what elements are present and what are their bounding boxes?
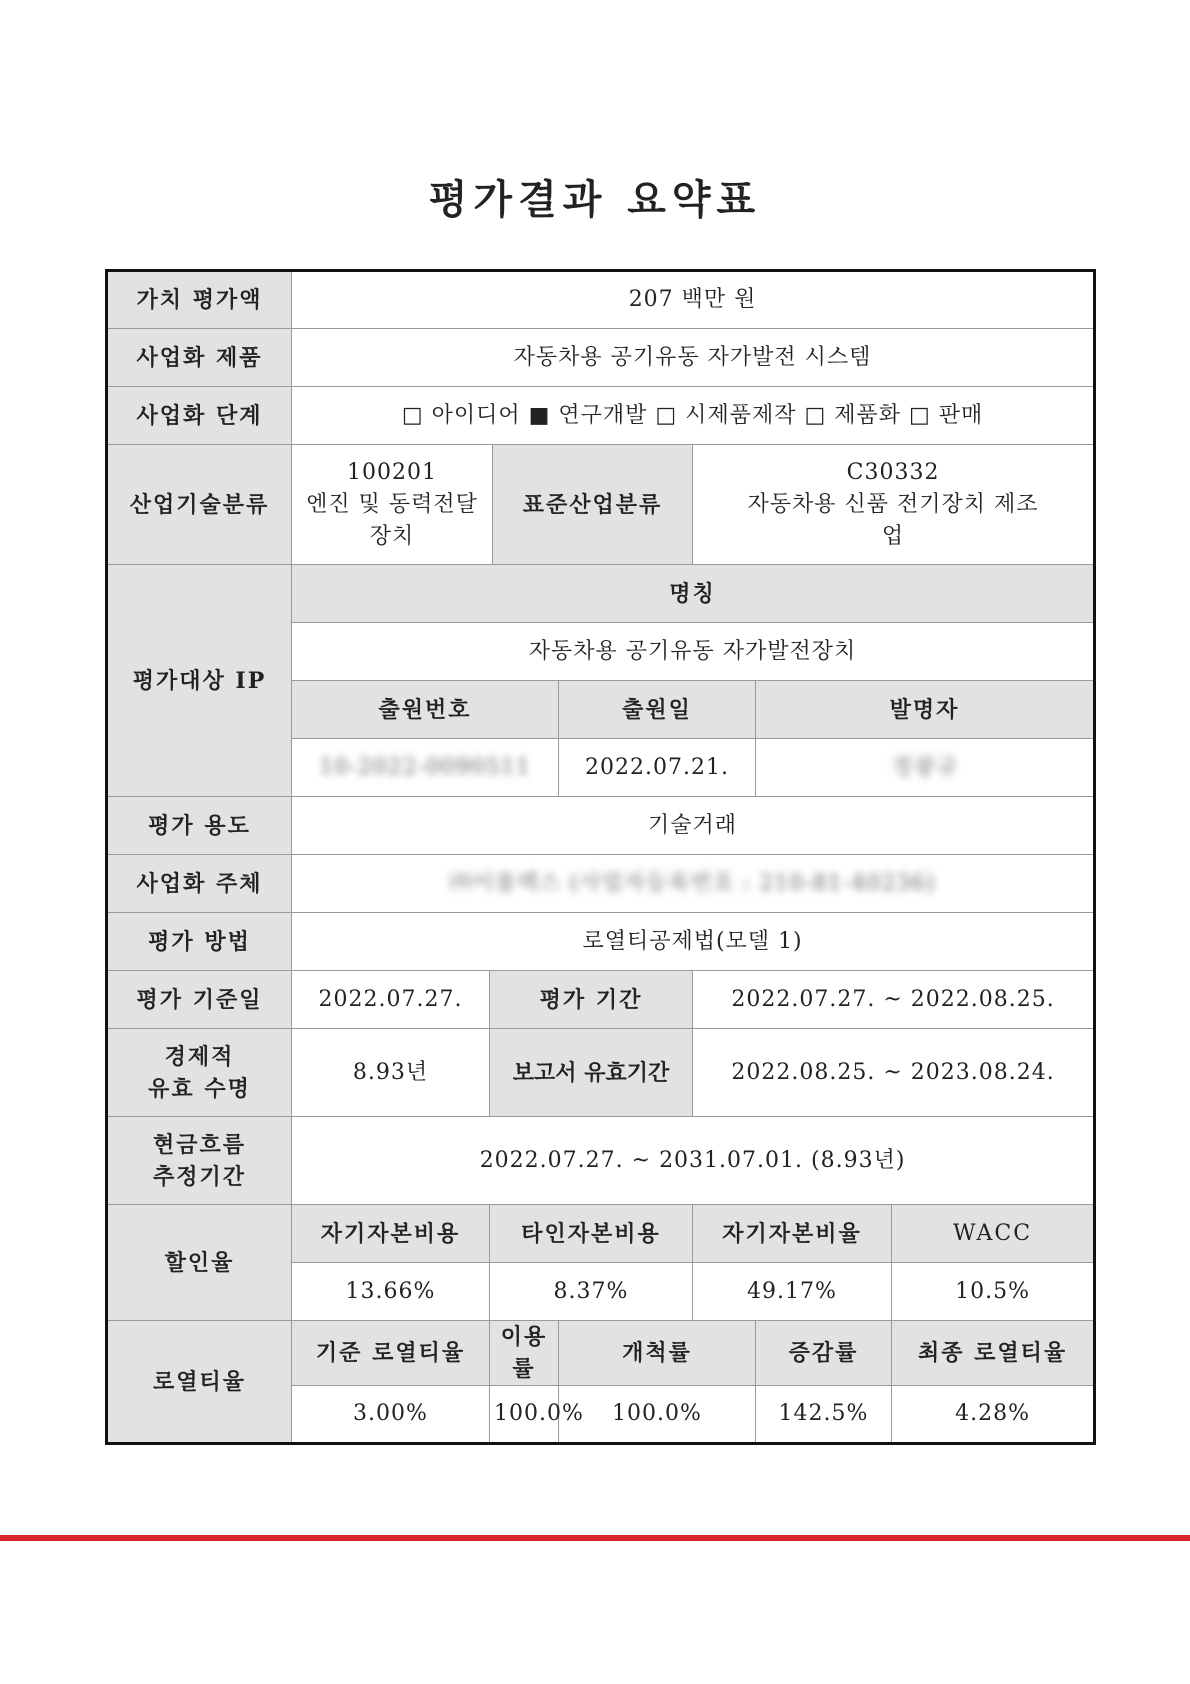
discount-value-equity-ratio: 49.17% [693, 1263, 892, 1321]
row-discount-headers [107, 1205, 1095, 1263]
ip-name: 자동차용 공기유동 자가발전장치 [292, 623, 1095, 681]
purpose: 기술거래 [292, 797, 1095, 855]
std-code: C30332 [846, 459, 940, 485]
app-no-text: 10-2022-0090511 [319, 754, 531, 780]
purpose-label: 평가 용도 [107, 797, 292, 855]
ip-label: 평가대상 IP [107, 565, 292, 797]
discount-label: 할인율 [107, 1205, 292, 1321]
summary-table [105, 269, 1096, 1445]
value-amount: 207 백만 원 [292, 271, 1095, 329]
inventor-text: 정광규 [891, 754, 958, 780]
cash-label-line2: 추정기간 [152, 1163, 246, 1190]
life-label-line2: 유효 수명 [148, 1075, 251, 1102]
value-label: 가치 평가액 [107, 271, 292, 329]
row-classification [107, 445, 1095, 565]
page-title: 평가결과 요약표 [428, 176, 762, 223]
entity-label: 사업화 주체 [107, 855, 292, 913]
row-life [107, 1029, 1095, 1117]
royalty-header-final: 최종 로열티율 [892, 1321, 1095, 1386]
stage-option-sales: □ 판매 [909, 402, 984, 428]
app-date-header: 출원일 [559, 681, 756, 739]
product-label: 사업화 제품 [107, 329, 292, 387]
discount-header-wacc: WACC [892, 1205, 1095, 1263]
base-date: 2022.07.27. [292, 971, 490, 1029]
discount-header-equity-ratio: 자기자본비율 [693, 1205, 892, 1263]
cash-label-line1: 현금흐름 [152, 1131, 246, 1158]
row-royalty-headers [107, 1321, 1095, 1386]
life-label-line1: 경제적 [164, 1043, 235, 1070]
row-value [107, 271, 1095, 329]
stage-option-product: □ 제품화 [804, 402, 901, 428]
row-ip-name-header [107, 565, 1095, 623]
industry-name: 엔진 및 동력전달장치 [306, 491, 478, 549]
royalty-value-base: 3.00% [292, 1386, 490, 1444]
footer-red-line [0, 1535, 1190, 1541]
entity [292, 855, 1095, 913]
row-base-date [107, 971, 1095, 1029]
product-name: 자동차용 공기유동 자가발전 시스템 [292, 329, 1095, 387]
life-label [107, 1029, 292, 1117]
method-label: 평가 방법 [107, 913, 292, 971]
inventor-header: 발명자 [756, 681, 1095, 739]
cash-label [107, 1117, 292, 1205]
row-entity [107, 855, 1095, 913]
std-label: 표준산업분류 [493, 445, 693, 565]
discount-value-debt-cost: 8.37% [490, 1263, 693, 1321]
base-date-label: 평가 기준일 [107, 971, 292, 1029]
cash-period: 2022.07.27. ~ 2031.07.01. (8.93년) [292, 1117, 1095, 1205]
discount-header-equity-cost: 자기자본비용 [292, 1205, 490, 1263]
royalty-value-change: 142.5% [756, 1386, 892, 1444]
row-stage [107, 387, 1095, 445]
period-label: 평가 기간 [490, 971, 693, 1029]
royalty-header-pioneer: 개척률 [559, 1321, 756, 1386]
royalty-value-final: 4.28% [892, 1386, 1095, 1444]
royalty-value-usage: 100.0% [490, 1386, 559, 1444]
period: 2022.07.27. ~ 2022.08.25. [693, 971, 1095, 1029]
ip-name-header: 명칭 [292, 565, 1095, 623]
row-cash [107, 1117, 1095, 1205]
industry-value [292, 445, 493, 565]
row-method [107, 913, 1095, 971]
discount-value-equity-cost: 13.66% [292, 1263, 490, 1321]
discount-header-debt-cost: 타인자본비용 [490, 1205, 693, 1263]
std-name: 자동차용 신품 전기장치 제조업 [747, 491, 1039, 549]
stage-label: 사업화 단계 [107, 387, 292, 445]
report-valid-label: 보고서 유효기간 [490, 1029, 693, 1117]
report-valid: 2022.08.25. ~ 2023.08.24. [693, 1029, 1095, 1117]
app-no-header: 출원번호 [292, 681, 559, 739]
stage-option-prototype: □ 시제품제작 [655, 402, 797, 428]
std-value [693, 445, 1095, 565]
inventor [756, 739, 1095, 797]
app-no [292, 739, 559, 797]
industry-code: 100201 [347, 459, 437, 485]
app-date: 2022.07.21. [559, 739, 756, 797]
royalty-header-base: 기준 로열티율 [292, 1321, 490, 1386]
row-purpose [107, 797, 1095, 855]
stage-option-rnd: ■ 연구개발 [528, 402, 648, 428]
royalty-value-pioneer: 100.0% [559, 1386, 756, 1444]
royalty-label: 로열티율 [107, 1321, 292, 1444]
royalty-header-usage: 이용률 [490, 1321, 559, 1386]
discount-value-wacc: 10.5% [892, 1263, 1095, 1321]
stage-options [292, 387, 1095, 445]
entity-text: ㈜이플렉스 (사업자등록번호 : 210-81-40236) [449, 870, 936, 896]
life: 8.93년 [292, 1029, 490, 1117]
stage-option-idea: □ 아이디어 [401, 402, 521, 428]
row-product [107, 329, 1095, 387]
method: 로열티공제법(모델 1) [292, 913, 1095, 971]
industry-label: 산업기술분류 [107, 445, 292, 565]
royalty-header-change: 증감률 [756, 1321, 892, 1386]
